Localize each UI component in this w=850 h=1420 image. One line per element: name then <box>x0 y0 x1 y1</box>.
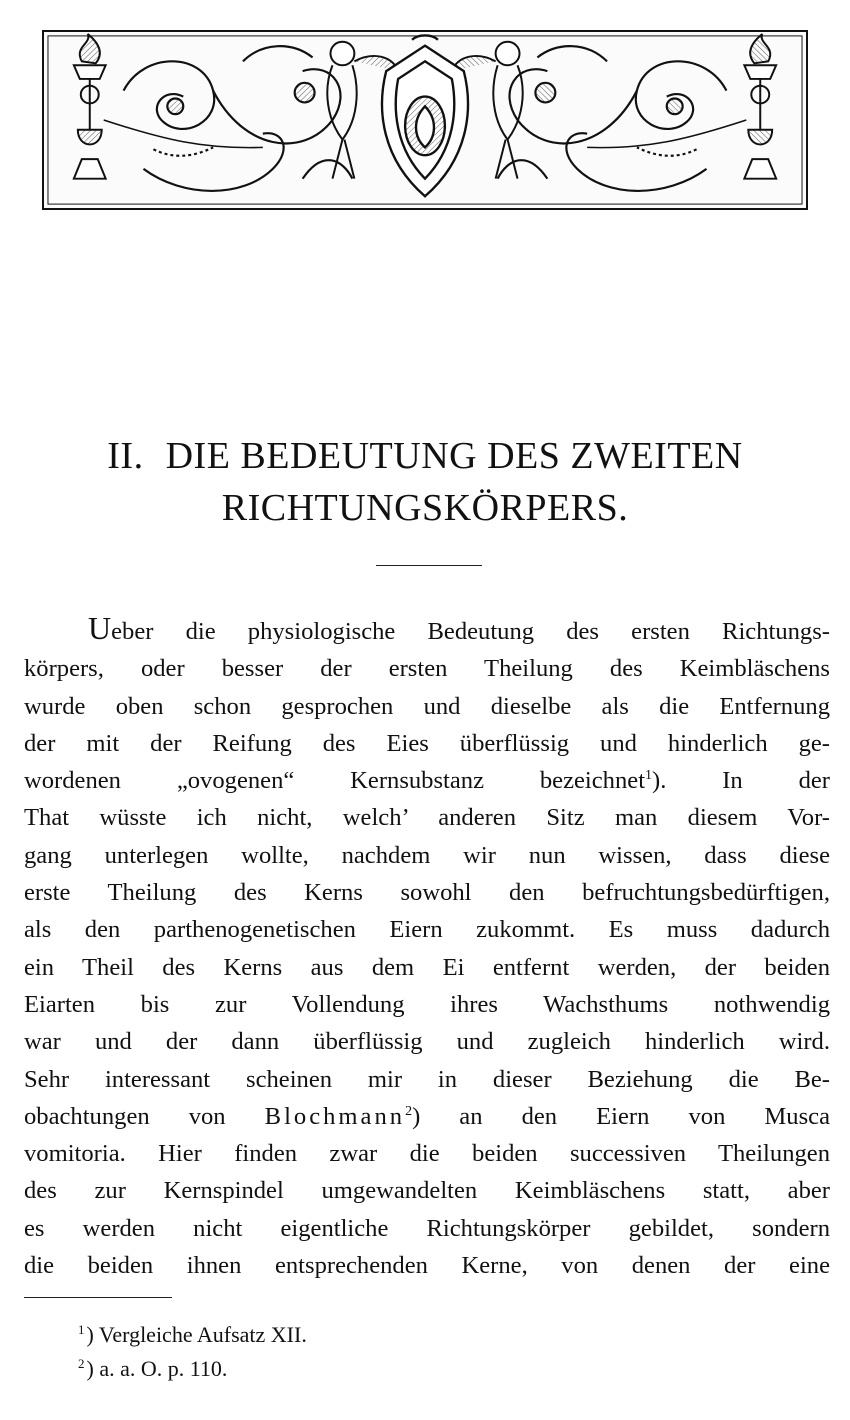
text-line: der mit der Reifung des Eies überflüssig und hinderlich ge- <box>24 729 830 757</box>
text-line: wurde oben schon gesprochen und dieselbe als die Entfernung <box>24 692 830 720</box>
footnote-ref[interactable]: 2 <box>405 1103 413 1119</box>
author-name: Blochmann <box>264 1102 406 1130</box>
right-torch-icon <box>744 34 776 179</box>
chapter-title-line-1: DIE BEDEUTUNG DES ZWEITEN <box>165 435 743 477</box>
text-line: des zur Kernspindel umgewandelten Keimbläschens statt, aber <box>24 1177 830 1205</box>
text-line: vomitoria. Hier finden zwar die beiden successiven Theilungen <box>24 1140 830 1168</box>
footnote-2 <box>78 1352 307 1386</box>
text-line: war und der dann überflüssig und zugleich hinderlich wird. <box>24 1028 830 1056</box>
text-line: Eiarten bis zur Vollendung ihres Wachsthums nothwendig <box>24 990 830 1018</box>
text-line: wordenen „ovogenen“ Kernsubstanz bezeichnet$^1$). In der <box>24 767 830 795</box>
chapter-heading <box>0 430 850 534</box>
footnote-mark: 1 <box>78 1322 85 1337</box>
text-line: es werden nicht eigentliche Richtungskörper gebildet, sondern <box>24 1214 830 1242</box>
footnote-1 <box>78 1318 307 1352</box>
footnote-mark: 2 <box>78 1356 85 1371</box>
initial-letter: U <box>88 610 112 646</box>
footnote-text: ) Vergleiche Aufsatz XII. <box>86 1322 307 1347</box>
left-acanthus-scroll-icon <box>124 46 353 191</box>
text-line: ein Theil des Kerns aus dem Ei entfernt werden, der beiden <box>24 953 830 981</box>
text-line: körpers, oder besser der ersten Theilung des Keimbläschens <box>24 655 830 683</box>
ornament-engraving <box>44 32 806 208</box>
chapter-heading-line-1 <box>0 430 850 482</box>
chapter-number: II. <box>107 435 144 477</box>
text-line: Ueber die physiologische Bedeutung des ersten Richtungs- <box>88 610 830 646</box>
text-line: die beiden ihnen entsprechenden Kerne, von denen der eine <box>24 1252 830 1280</box>
text-line: als den parthenogenetischen Eiern zukommt. Es muss dadurch <box>24 916 830 944</box>
footnote-text: ) a. a. O. p. 110. <box>86 1356 228 1381</box>
text-line: That wüsste ich nicht, welch’ anderen Sitz man diesem Vor- <box>24 804 830 832</box>
central-cartouche-icon <box>382 35 468 196</box>
body-paragraph <box>24 610 830 1284</box>
text-line: gang unterlegen wollte, nachdem wir nun wissen, dass diese <box>24 841 830 869</box>
text-line: obachtungen von Blochmann$^2$) an den Eiern von Musca <box>24 1102 830 1130</box>
footnotes <box>78 1318 307 1386</box>
footnote-divider <box>24 1297 172 1298</box>
ornamental-headpiece <box>42 30 808 210</box>
title-divider <box>376 565 482 566</box>
chapter-title-line-2: RICHTUNGSKÖRPERS. <box>221 487 629 529</box>
right-acanthus-scroll-icon <box>498 46 727 191</box>
text-line: erste Theilung des Kerns sowohl den befruchtungsbedürftigen, <box>24 879 830 907</box>
footnote-ref[interactable]: 1 <box>645 768 653 784</box>
text-line: Sehr interessant scheinen mir in dieser Beziehung die Be- <box>24 1065 830 1093</box>
left-torch-icon <box>74 34 106 179</box>
